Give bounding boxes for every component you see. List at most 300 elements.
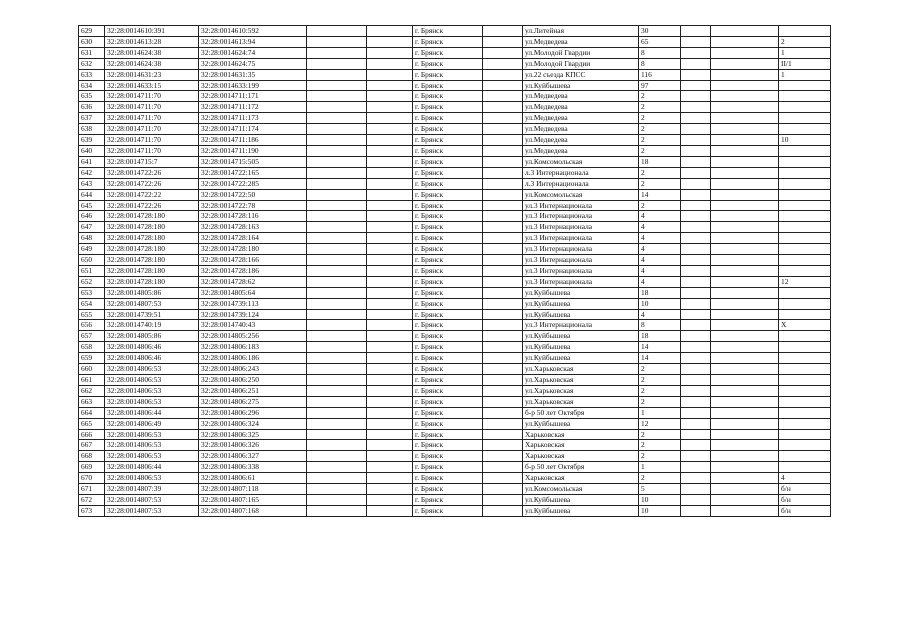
- apartment-cell: б/н: [779, 484, 831, 495]
- empty-cell: [681, 298, 711, 309]
- cadastral-number-cell: 32:28:0014711:70: [105, 145, 199, 156]
- city-cell: г. Брянск: [413, 244, 483, 255]
- city-cell: г. Брянск: [413, 113, 483, 124]
- apartment-cell: 1: [779, 47, 831, 58]
- empty-cell: [711, 222, 779, 233]
- street-cell: ул.Молодой Гвардии: [523, 47, 639, 58]
- row-number-cell: 657: [79, 331, 105, 342]
- empty-cell: [483, 320, 523, 331]
- empty-cell: [711, 156, 779, 167]
- cadastral-number-cell: 32:28:0014722:26: [105, 200, 199, 211]
- empty-cell: [307, 473, 367, 484]
- cadastral-number-cell: 32:28:0014711:70: [105, 102, 199, 113]
- table-row: [79, 211, 831, 222]
- empty-cell: [307, 178, 367, 189]
- apartment-cell: [779, 342, 831, 353]
- empty-cell: [307, 222, 367, 233]
- empty-cell: [681, 484, 711, 495]
- row-number-cell: 638: [79, 124, 105, 135]
- empty-cell: [711, 505, 779, 516]
- row-number-cell: 659: [79, 353, 105, 364]
- empty-cell: [307, 156, 367, 167]
- empty-cell: [367, 244, 413, 255]
- house-number-cell: 2: [639, 385, 681, 396]
- street-cell: ул.3 Интернационала: [523, 222, 639, 233]
- city-cell: г. Брянск: [413, 58, 483, 69]
- apartment-cell: [779, 124, 831, 135]
- empty-cell: [711, 494, 779, 505]
- empty-cell: [307, 451, 367, 462]
- row-number-cell: 671: [79, 484, 105, 495]
- house-number-cell: 4: [639, 222, 681, 233]
- object-cadastral-number-cell: 32:28:0014806:250: [199, 375, 307, 386]
- empty-cell: [307, 298, 367, 309]
- street-cell: л.3 Интернационала: [523, 178, 639, 189]
- empty-cell: [367, 69, 413, 80]
- empty-cell: [711, 418, 779, 429]
- empty-cell: [681, 135, 711, 146]
- empty-cell: [681, 396, 711, 407]
- empty-cell: [307, 484, 367, 495]
- empty-cell: [483, 222, 523, 233]
- empty-cell: [307, 287, 367, 298]
- city-cell: г. Брянск: [413, 178, 483, 189]
- empty-cell: [711, 407, 779, 418]
- street-cell: Харьковская: [523, 440, 639, 451]
- object-cadastral-number-cell: 32:28:0014728:180: [199, 244, 307, 255]
- cadastral-number-cell: 32:28:0014805:86: [105, 331, 199, 342]
- empty-cell: [307, 124, 367, 135]
- row-number-cell: 672: [79, 494, 105, 505]
- street-cell: ул.Куйбышева: [523, 418, 639, 429]
- empty-cell: [711, 113, 779, 124]
- city-cell: г. Брянск: [413, 407, 483, 418]
- house-number-cell: 4: [639, 276, 681, 287]
- apartment-cell: [779, 375, 831, 386]
- empty-cell: [367, 440, 413, 451]
- empty-cell: [307, 309, 367, 320]
- empty-cell: [483, 26, 523, 37]
- empty-cell: [367, 265, 413, 276]
- cadastral-number-cell: 32:28:0014728:180: [105, 222, 199, 233]
- row-number-cell: 632: [79, 58, 105, 69]
- empty-cell: [367, 26, 413, 37]
- apartment-cell: [779, 298, 831, 309]
- empty-cell: [367, 47, 413, 58]
- empty-cell: [307, 200, 367, 211]
- empty-cell: [681, 320, 711, 331]
- object-cadastral-number-cell: 32:28:0014806:296: [199, 407, 307, 418]
- table-row: [79, 396, 831, 407]
- empty-cell: [711, 189, 779, 200]
- table-row: [79, 364, 831, 375]
- apartment-cell: [779, 145, 831, 156]
- empty-cell: [367, 91, 413, 102]
- table-row: [79, 124, 831, 135]
- object-cadastral-number-cell: 32:28:0014806:186: [199, 353, 307, 364]
- object-cadastral-number-cell: 32:28:0014715:505: [199, 156, 307, 167]
- city-cell: г. Брянск: [413, 47, 483, 58]
- empty-cell: [681, 309, 711, 320]
- apartment-cell: [779, 407, 831, 418]
- empty-cell: [711, 135, 779, 146]
- empty-cell: [367, 331, 413, 342]
- row-number-cell: 664: [79, 407, 105, 418]
- apartment-cell: [779, 200, 831, 211]
- empty-cell: [711, 440, 779, 451]
- city-cell: г. Брянск: [413, 396, 483, 407]
- city-cell: г. Брянск: [413, 418, 483, 429]
- empty-cell: [483, 211, 523, 222]
- empty-cell: [681, 58, 711, 69]
- empty-cell: [681, 189, 711, 200]
- object-cadastral-number-cell: 32:28:0014624:74: [199, 47, 307, 58]
- city-cell: г. Брянск: [413, 385, 483, 396]
- table-row: [79, 178, 831, 189]
- house-number-cell: 2: [639, 473, 681, 484]
- city-cell: г. Брянск: [413, 265, 483, 276]
- table-row: [79, 298, 831, 309]
- empty-cell: [367, 233, 413, 244]
- empty-cell: [483, 462, 523, 473]
- empty-cell: [483, 167, 523, 178]
- empty-cell: [367, 396, 413, 407]
- empty-cell: [367, 145, 413, 156]
- city-cell: г. Брянск: [413, 36, 483, 47]
- row-number-cell: 661: [79, 375, 105, 386]
- city-cell: г. Брянск: [413, 440, 483, 451]
- apartment-cell: 1: [779, 69, 831, 80]
- row-number-cell: 665: [79, 418, 105, 429]
- empty-cell: [711, 342, 779, 353]
- house-number-cell: 2: [639, 145, 681, 156]
- empty-cell: [367, 505, 413, 516]
- empty-cell: [483, 473, 523, 484]
- empty-cell: [681, 244, 711, 255]
- house-number-cell: 4: [639, 244, 681, 255]
- apartment-cell: [779, 265, 831, 276]
- table-row: [79, 462, 831, 473]
- empty-cell: [711, 473, 779, 484]
- table-row: [79, 91, 831, 102]
- empty-cell: [367, 113, 413, 124]
- table-row: [79, 80, 831, 91]
- empty-cell: [367, 494, 413, 505]
- empty-cell: [711, 80, 779, 91]
- empty-cell: [307, 331, 367, 342]
- row-number-cell: 662: [79, 385, 105, 396]
- cadastral-number-cell: 32:28:0014806:53: [105, 473, 199, 484]
- empty-cell: [367, 429, 413, 440]
- table-row: [79, 69, 831, 80]
- city-cell: г. Брянск: [413, 102, 483, 113]
- row-number-cell: 639: [79, 135, 105, 146]
- object-cadastral-number-cell: 32:28:0014722:285: [199, 178, 307, 189]
- row-number-cell: 629: [79, 26, 105, 37]
- empty-cell: [711, 331, 779, 342]
- object-cadastral-number-cell: 32:28:0014806:243: [199, 364, 307, 375]
- street-cell: л.3 Интернационала: [523, 167, 639, 178]
- house-number-cell: 2: [639, 102, 681, 113]
- empty-cell: [367, 167, 413, 178]
- object-cadastral-number-cell: 32:28:0014728:163: [199, 222, 307, 233]
- empty-cell: [483, 135, 523, 146]
- apartment-cell: [779, 396, 831, 407]
- object-cadastral-number-cell: 32:28:0014739:113: [199, 298, 307, 309]
- object-cadastral-number-cell: 32:28:0014807:168: [199, 505, 307, 516]
- apartment-cell: [779, 156, 831, 167]
- empty-cell: [681, 233, 711, 244]
- empty-cell: [367, 276, 413, 287]
- empty-cell: [483, 178, 523, 189]
- street-cell: ул.Медведева: [523, 36, 639, 47]
- object-cadastral-number-cell: 32:28:0014722:78: [199, 200, 307, 211]
- empty-cell: [681, 145, 711, 156]
- apartment-cell: [779, 222, 831, 233]
- table-row: [79, 385, 831, 396]
- empty-cell: [483, 396, 523, 407]
- table-row: [79, 244, 831, 255]
- object-cadastral-number-cell: 32:28:0014610:592: [199, 26, 307, 37]
- empty-cell: [483, 69, 523, 80]
- street-cell: ул.Медведева: [523, 145, 639, 156]
- table-row: [79, 135, 831, 146]
- street-cell: ул.3 Интернационала: [523, 320, 639, 331]
- object-cadastral-number-cell: 32:28:0014711:190: [199, 145, 307, 156]
- object-cadastral-number-cell: 32:28:0014728:164: [199, 233, 307, 244]
- street-cell: ул.3 Интернационала: [523, 233, 639, 244]
- empty-cell: [681, 331, 711, 342]
- apartment-cell: [779, 451, 831, 462]
- house-number-cell: 2: [639, 451, 681, 462]
- city-cell: г. Брянск: [413, 451, 483, 462]
- street-cell: ул.3 Интернационала: [523, 200, 639, 211]
- row-number-cell: 660: [79, 364, 105, 375]
- object-cadastral-number-cell: 32:28:0014806:324: [199, 418, 307, 429]
- cadastral-number-cell: 32:28:0014806:53: [105, 440, 199, 451]
- row-number-cell: 649: [79, 244, 105, 255]
- street-cell: ул.Медведева: [523, 113, 639, 124]
- row-number-cell: 658: [79, 342, 105, 353]
- cadastral-number-cell: 32:28:0014806:44: [105, 462, 199, 473]
- cadastral-number-cell: 32:28:0014610:391: [105, 26, 199, 37]
- street-cell: б-р 50 лет Октября: [523, 407, 639, 418]
- row-number-cell: 656: [79, 320, 105, 331]
- property-register-table: [78, 25, 831, 517]
- empty-cell: [681, 462, 711, 473]
- row-number-cell: 667: [79, 440, 105, 451]
- row-number-cell: 646: [79, 211, 105, 222]
- cadastral-number-cell: 32:28:0014728:180: [105, 244, 199, 255]
- empty-cell: [307, 113, 367, 124]
- house-number-cell: 4: [639, 233, 681, 244]
- house-number-cell: 14: [639, 342, 681, 353]
- empty-cell: [681, 156, 711, 167]
- house-number-cell: 10: [639, 494, 681, 505]
- cadastral-number-cell: 32:28:0014806:53: [105, 375, 199, 386]
- empty-cell: [711, 298, 779, 309]
- empty-cell: [483, 494, 523, 505]
- empty-cell: [367, 375, 413, 386]
- empty-cell: [681, 113, 711, 124]
- apartment-cell: [779, 429, 831, 440]
- house-number-cell: 5: [639, 484, 681, 495]
- street-cell: ул.3 Интернационала: [523, 265, 639, 276]
- empty-cell: [711, 265, 779, 276]
- empty-cell: [681, 69, 711, 80]
- street-cell: ул.Медведева: [523, 102, 639, 113]
- empty-cell: [367, 178, 413, 189]
- house-number-cell: 10: [639, 298, 681, 309]
- table-row: [79, 47, 831, 58]
- empty-cell: [307, 407, 367, 418]
- apartment-cell: [779, 113, 831, 124]
- apartment-cell: [779, 178, 831, 189]
- cadastral-number-cell: 32:28:0014806:53: [105, 364, 199, 375]
- house-number-cell: 8: [639, 47, 681, 58]
- table-row: [79, 276, 831, 287]
- empty-cell: [681, 124, 711, 135]
- cadastral-number-cell: 32:28:0014806:53: [105, 429, 199, 440]
- cadastral-number-cell: 32:28:0014807:53: [105, 494, 199, 505]
- house-number-cell: 2: [639, 200, 681, 211]
- empty-cell: [307, 265, 367, 276]
- row-number-cell: 631: [79, 47, 105, 58]
- street-cell: Харьковская: [523, 473, 639, 484]
- row-number-cell: 645: [79, 200, 105, 211]
- empty-cell: [367, 484, 413, 495]
- empty-cell: [483, 276, 523, 287]
- empty-cell: [307, 233, 367, 244]
- empty-cell: [681, 385, 711, 396]
- empty-cell: [367, 298, 413, 309]
- empty-cell: [367, 200, 413, 211]
- table-row: [79, 113, 831, 124]
- street-cell: ул.Комсомольская: [523, 189, 639, 200]
- street-cell: ул.Медведева: [523, 135, 639, 146]
- empty-cell: [307, 276, 367, 287]
- cadastral-number-cell: 32:28:0014806:49: [105, 418, 199, 429]
- table-row: [79, 342, 831, 353]
- apartment-cell: [779, 80, 831, 91]
- cadastral-number-cell: 32:28:0014728:180: [105, 265, 199, 276]
- object-cadastral-number-cell: 32:28:0014806:61: [199, 473, 307, 484]
- apartment-cell: [779, 211, 831, 222]
- empty-cell: [681, 91, 711, 102]
- apartment-cell: б/н: [779, 505, 831, 516]
- table-row: [79, 167, 831, 178]
- cadastral-number-cell: 32:28:0014806:44: [105, 407, 199, 418]
- empty-cell: [711, 276, 779, 287]
- table-row: [79, 265, 831, 276]
- empty-cell: [307, 462, 367, 473]
- city-cell: г. Брянск: [413, 233, 483, 244]
- house-number-cell: 8: [639, 58, 681, 69]
- cadastral-number-cell: 32:28:0014807:53: [105, 505, 199, 516]
- empty-cell: [483, 233, 523, 244]
- house-number-cell: 2: [639, 396, 681, 407]
- empty-cell: [711, 429, 779, 440]
- empty-cell: [367, 473, 413, 484]
- empty-cell: [483, 124, 523, 135]
- empty-cell: [681, 418, 711, 429]
- object-cadastral-number-cell: 32:28:0014806:275: [199, 396, 307, 407]
- empty-cell: [711, 26, 779, 37]
- city-cell: г. Брянск: [413, 91, 483, 102]
- row-number-cell: 643: [79, 178, 105, 189]
- row-number-cell: 648: [79, 233, 105, 244]
- house-number-cell: 2: [639, 167, 681, 178]
- empty-cell: [711, 309, 779, 320]
- street-cell: ул.Комсомольская: [523, 484, 639, 495]
- city-cell: г. Брянск: [413, 484, 483, 495]
- table-row: [79, 102, 831, 113]
- table-row: [79, 484, 831, 495]
- table-body: [79, 26, 831, 517]
- empty-cell: [483, 440, 523, 451]
- empty-cell: [483, 407, 523, 418]
- row-number-cell: 651: [79, 265, 105, 276]
- empty-cell: [681, 375, 711, 386]
- city-cell: г. Брянск: [413, 320, 483, 331]
- empty-cell: [711, 255, 779, 266]
- row-number-cell: 670: [79, 473, 105, 484]
- empty-cell: [483, 287, 523, 298]
- row-number-cell: 666: [79, 429, 105, 440]
- street-cell: б-р 50 лет Октября: [523, 462, 639, 473]
- empty-cell: [711, 375, 779, 386]
- empty-cell: [711, 91, 779, 102]
- street-cell: ул.Медведева: [523, 91, 639, 102]
- empty-cell: [681, 211, 711, 222]
- street-cell: ул.Харьковская: [523, 375, 639, 386]
- empty-cell: [711, 178, 779, 189]
- street-cell: ул.Медведева: [523, 124, 639, 135]
- object-cadastral-number-cell: 32:28:0014728:186: [199, 265, 307, 276]
- empty-cell: [307, 375, 367, 386]
- cadastral-number-cell: 32:28:0014711:70: [105, 135, 199, 146]
- object-cadastral-number-cell: 32:28:0014711:174: [199, 124, 307, 135]
- empty-cell: [367, 287, 413, 298]
- street-cell: ул.Куйбышева: [523, 80, 639, 91]
- object-cadastral-number-cell: 32:28:0014722:165: [199, 167, 307, 178]
- city-cell: г. Брянск: [413, 255, 483, 266]
- table-row: [79, 233, 831, 244]
- empty-cell: [681, 36, 711, 47]
- city-cell: г. Брянск: [413, 124, 483, 135]
- street-cell: ул.Куйбышева: [523, 494, 639, 505]
- empty-cell: [711, 167, 779, 178]
- empty-cell: [711, 451, 779, 462]
- cadastral-number-cell: 32:28:0014806:53: [105, 385, 199, 396]
- apartment-cell: [779, 102, 831, 113]
- empty-cell: [483, 309, 523, 320]
- table-row: [79, 331, 831, 342]
- apartment-cell: [779, 418, 831, 429]
- house-number-cell: 4: [639, 309, 681, 320]
- apartment-cell: [779, 255, 831, 266]
- empty-cell: [483, 200, 523, 211]
- empty-cell: [307, 80, 367, 91]
- street-cell: ул.Комсомольская: [523, 156, 639, 167]
- empty-cell: [711, 385, 779, 396]
- empty-cell: [711, 124, 779, 135]
- apartment-cell: [779, 331, 831, 342]
- city-cell: г. Брянск: [413, 287, 483, 298]
- empty-cell: [307, 189, 367, 200]
- street-cell: ул.3 Интернационала: [523, 255, 639, 266]
- object-cadastral-number-cell: 32:28:0014806:183: [199, 342, 307, 353]
